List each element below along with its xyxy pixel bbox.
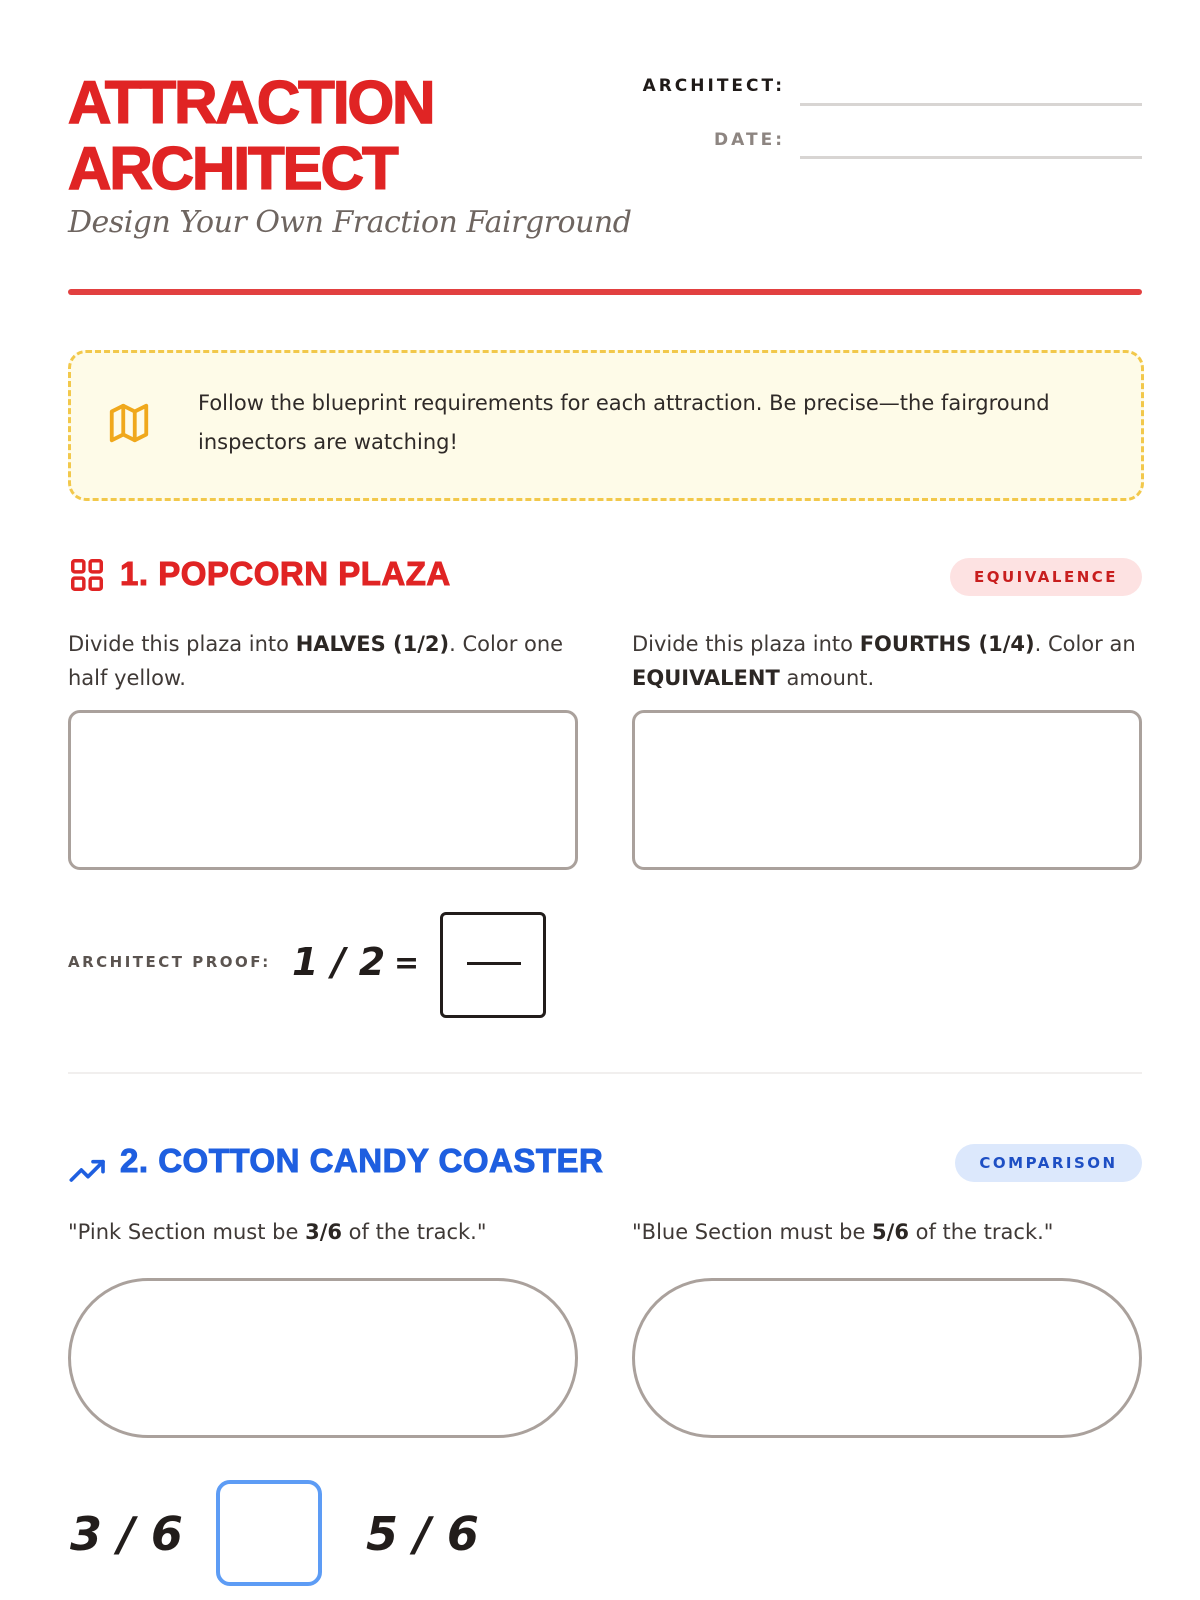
architect-name-field[interactable]: [800, 103, 1142, 106]
prompt-text: . Color one half yellow.: [68, 632, 564, 690]
map-icon: [106, 400, 152, 446]
prompt-emphasis: HALVES (1/2): [295, 632, 450, 656]
equivalence-badge: EQUIVALENCE: [950, 558, 1142, 596]
section-1-left-prompt: [68, 627, 568, 695]
header-divider: [68, 289, 1142, 295]
prompt-emphasis: EQUIVALENT: [632, 666, 780, 690]
prompt-text: amount.: [779, 666, 875, 690]
title-line-1: ATTRACTION: [68, 69, 434, 136]
grid-icon: [68, 556, 106, 594]
section-2-right-prompt: [632, 1215, 1152, 1249]
fraction-bar: [467, 962, 521, 965]
section-1-title: 1. POPCORN PLAZA: [120, 555, 451, 592]
instructions-text: Follow the blueprint requirements for each attraction. Be precise—the fairground inspectors are watching!: [198, 391, 1050, 454]
prompt-text: Divide this plaza into: [68, 632, 296, 656]
fourths-drawing-area[interactable]: [632, 710, 1142, 870]
section-2-left-prompt: [68, 1215, 588, 1249]
comparison-badge: COMPARISON: [955, 1144, 1142, 1182]
section-2-title: 2. COTTON CANDY COASTER: [120, 1142, 604, 1179]
equals-sign: =: [394, 946, 420, 981]
prompt-text: "Pink Section must be: [68, 1220, 306, 1244]
comparison-answer-box[interactable]: [216, 1480, 322, 1586]
section-1-right-prompt: [632, 627, 1142, 695]
trending-up-icon: [68, 1150, 108, 1190]
proof-answer-box[interactable]: [440, 912, 546, 1018]
page-subtitle: Design Your Own Fraction Fairground: [68, 205, 632, 240]
prompt-text: . Color an: [1034, 632, 1136, 656]
prompt-emphasis: FOURTHS (1/4): [859, 632, 1035, 656]
date-label: DATE:: [714, 130, 785, 150]
prompt-text: of the track.": [908, 1220, 1054, 1244]
prompt-text: "Blue Section must be: [632, 1220, 873, 1244]
prompt-text: of the track.": [342, 1220, 487, 1244]
blue-fraction: 5 / 6: [366, 1507, 479, 1561]
blue-track-area[interactable]: [632, 1278, 1142, 1438]
prompt-emphasis: 5/6: [872, 1220, 909, 1244]
title-line-2: ARCHITECT: [68, 135, 397, 202]
prompt-emphasis: 3/6: [305, 1220, 342, 1244]
proof-fraction: 1 / 2: [292, 940, 386, 984]
architect-label: ARCHITECT:: [642, 76, 785, 96]
page-title: [68, 70, 628, 202]
halves-drawing-area[interactable]: [68, 710, 578, 870]
date-field[interactable]: [800, 156, 1142, 159]
pink-fraction: 3 / 6: [70, 1507, 183, 1561]
prompt-text: Divide this plaza into: [632, 632, 860, 656]
architect-proof-label: ARCHITECT PROOF:: [68, 953, 271, 971]
section-divider: [68, 1072, 1142, 1074]
pink-track-area[interactable]: [68, 1278, 578, 1438]
